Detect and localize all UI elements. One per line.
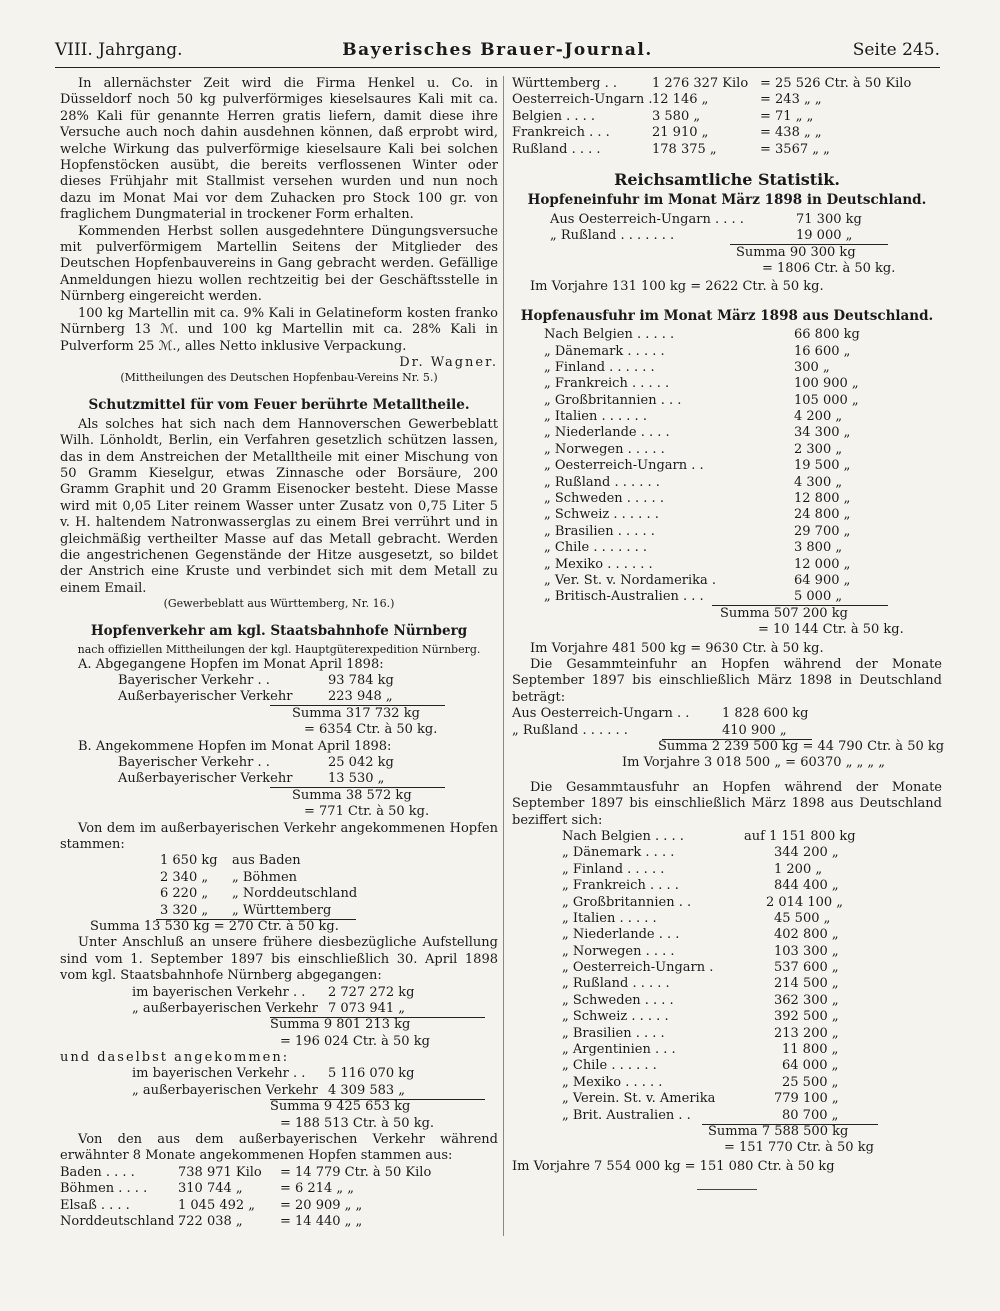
sum-value: Summa 9 425 653 kg	[270, 1099, 411, 1115]
row-value: 402 800 „	[774, 927, 839, 943]
row-ctr: = 3567 „ „	[760, 141, 830, 157]
ctr-row	[512, 1140, 942, 1156]
sum-value: Summa 2 239 500 kg = 44 790 Ctr. à 50 kg	[658, 738, 945, 754]
row-value: 362 300 „	[774, 992, 839, 1008]
table-row	[60, 886, 498, 902]
table-row	[512, 540, 942, 556]
table-row	[60, 771, 498, 787]
row-ctr: = 14 440 „ „	[280, 1214, 363, 1230]
table-import	[512, 212, 942, 278]
row-label: „ Rußland . . . . . .	[544, 474, 660, 490]
table-b	[60, 755, 498, 821]
sum-row	[60, 706, 498, 722]
page-number: Seite 245.	[852, 40, 940, 60]
table-row	[512, 442, 942, 458]
table-row	[60, 689, 498, 705]
table-total-export	[512, 829, 942, 1157]
row-label: Norddeutschland .	[60, 1214, 183, 1230]
row-label: Aus Oesterreich-Ungarn . .	[512, 706, 690, 722]
table-row	[512, 1075, 942, 1091]
sum-row	[512, 1124, 942, 1140]
table-row	[512, 960, 942, 976]
author-signature: Dr. Wagner.	[399, 354, 498, 370]
table-row	[512, 706, 942, 722]
row-value: 2 300 „	[794, 441, 843, 457]
row-label: „ Dänemark . . . .	[562, 845, 675, 861]
table-row	[512, 212, 942, 228]
table-row	[512, 507, 942, 523]
table-row	[512, 228, 942, 244]
table-row	[512, 829, 942, 845]
ctr-row	[60, 1034, 498, 1050]
and-arrived-text: und daselbst angekommen:	[60, 1050, 290, 1066]
table-row	[512, 944, 942, 960]
import-title: Hopfeneinfuhr im Monat März 1898 in Deutschland.	[527, 192, 927, 209]
row-label: „ Verein. St. v. Amerika	[562, 1091, 716, 1107]
row-value: 93 784 kg	[328, 673, 394, 688]
row-label: „ Chile . . . . . . .	[544, 540, 648, 556]
table-row	[512, 878, 942, 894]
row-value: 300 „	[794, 359, 830, 375]
row-label: „ Norwegen . . . . .	[544, 441, 665, 457]
previous-row	[512, 755, 942, 771]
source-note: (Gewerbeblatt aus Württemberg, Nr. 16.)	[163, 597, 395, 611]
row-label: Bayerischer Verkehr . .	[118, 754, 270, 770]
table-season-in	[60, 1066, 498, 1132]
row-label: Böhmen . . . .	[60, 1181, 148, 1197]
table-a	[60, 673, 498, 739]
page-header	[55, 42, 940, 68]
paragraph-total-import: Die Gesammteinfuhr an Hopfen während der Monate September 1897 bis einschließlich März 1898 in Deutschland beträgt:	[512, 656, 942, 705]
row-value: 779 100 „	[774, 1091, 839, 1107]
row-label: Nach Belgien . . . .	[562, 828, 684, 844]
row-value: 25 500 „	[782, 1074, 839, 1090]
row-label: „ Großbritannien . . .	[544, 392, 682, 408]
sum-value: Summa 38 572 kg	[292, 787, 412, 803]
row-label: „ Niederlande . . .	[562, 927, 680, 943]
table-row	[512, 573, 942, 589]
table-row	[512, 76, 942, 92]
row-value: 71 300 kg	[796, 211, 862, 227]
row-label: „ Ver. St. v. Nordamerika .	[544, 573, 717, 588]
ctr-row	[60, 722, 498, 738]
row-label: „ Württemberg	[232, 902, 332, 918]
table-origin	[60, 853, 498, 935]
section-subtitle: nach offiziellen Mittheilungen der kgl. Hauptgüterexpedition Nürnberg.	[77, 642, 481, 656]
row-label: Aus Oesterreich-Ungarn . . . .	[550, 211, 744, 227]
row-label: „ Böhmen	[232, 869, 298, 885]
row-label: Württemberg . .	[512, 76, 617, 91]
row-label: im bayerischen Verkehr . .	[132, 1066, 306, 1082]
row-label: „ Frankreich . . . .	[562, 878, 679, 894]
row-value: 45 500 „	[774, 910, 831, 926]
row-label: Frankreich . . .	[512, 125, 610, 141]
row-value: 12 000 „	[794, 556, 851, 572]
table-row	[512, 376, 942, 392]
section-title-statistik: Reichsamtliche Statistik.	[614, 169, 840, 189]
table-row	[512, 1009, 942, 1025]
ctr-value: = 188 513 Ctr. à 50 kg.	[280, 1115, 435, 1131]
row-value: 13 530 „	[328, 771, 385, 787]
table-row	[512, 360, 942, 376]
sum-row	[60, 788, 498, 804]
paragraph-total-export: Die Gesammtausfuhr an Hopfen während der Monate September 1897 bis einschließlich März 1898 aus Deutschland beziffert sich:	[512, 779, 942, 828]
row-label: Nach Belgien . . . . .	[544, 327, 675, 343]
row-value: 1 650 kg	[160, 853, 218, 869]
row-label: im bayerischen Verkehr . .	[132, 984, 306, 1000]
table-row	[512, 993, 942, 1009]
row-label: „ Brit. Australien . .	[562, 1107, 691, 1123]
ctr-value: = 196 024 Ctr. à 50 kg	[280, 1033, 430, 1049]
sum-row	[512, 606, 942, 622]
table-row	[512, 1042, 942, 1058]
table-row	[512, 1091, 942, 1107]
row-label: „ Schweiz . . . . . .	[544, 507, 659, 523]
row-label: „ Italien . . . . .	[562, 910, 657, 926]
table-row	[512, 1058, 942, 1074]
source-note: (Mittheilungen des Deutschen Hopfenbau-Vereins Nr. 5.)	[120, 371, 438, 385]
row-value: 392 500 „	[774, 1009, 839, 1025]
sum-value: Summa 90 300 kg	[736, 244, 856, 260]
ctr-row	[60, 804, 498, 820]
row-label: „ Mexiko . . . . . .	[544, 556, 653, 572]
table-row	[512, 327, 942, 343]
subsection-a: A. Abgegangene Hopfen im Monat April 1898:	[78, 656, 384, 672]
row-value: 19 500 „	[794, 458, 851, 474]
row-value: 64 900 „	[794, 573, 851, 588]
row-kilo: 738 971 Kilo	[178, 1164, 262, 1180]
row-label: „ Italien . . . . . .	[544, 409, 647, 425]
sum-row	[60, 919, 498, 935]
row-value: 5 116 070 kg	[328, 1066, 415, 1082]
table-row	[512, 409, 942, 425]
row-value: 100 900 „	[794, 376, 859, 392]
row-value: 1 200 „	[774, 861, 823, 877]
table-export	[512, 327, 942, 638]
row-value: 844 400 „	[774, 878, 839, 894]
row-value: 4 309 583 „	[328, 1082, 406, 1098]
table-total-import	[512, 706, 945, 772]
row-value: 4 300 „	[794, 474, 843, 490]
table-row	[512, 1108, 942, 1124]
row-label: „ Norddeutschland	[232, 886, 358, 902]
table-row	[60, 870, 498, 886]
table-row	[512, 927, 942, 943]
table-row	[512, 142, 942, 158]
end-rule	[697, 1189, 757, 1190]
table-row	[512, 895, 942, 911]
table-row	[60, 755, 498, 771]
sum-value: Summa 9 801 213 kg	[270, 1017, 411, 1033]
row-label: „ Rußland . . . . .	[562, 976, 670, 992]
table-row	[60, 853, 498, 869]
sum-value: Summa 317 732 kg	[292, 705, 420, 721]
row-label: „ Britisch-Australien . . .	[544, 589, 704, 605]
row-value: 34 300 „	[794, 425, 851, 441]
table-row	[512, 125, 942, 141]
table-row	[512, 458, 942, 474]
table-row	[512, 109, 942, 125]
row-label: „ Finland . . . . .	[562, 861, 665, 877]
row-kilo: 12 146 „	[652, 92, 709, 108]
paragraph-origin: Von dem im außerbayerischen Verkehr angekommenen Hopfen stammen:	[60, 820, 498, 852]
row-value: 4 200 „	[794, 409, 843, 425]
table-row	[512, 344, 942, 360]
table-row	[60, 1165, 498, 1181]
table-row	[512, 425, 942, 441]
paragraph-schutzmittel: Als solches hat sich nach dem Hannoverschen Gewerbeblatt Wilh. Lönholdt, Berlin, ein Verfahren gesetzlich schützen lassen, das in dem Anstreichen der Metalltheile mit einer Mischung von 50 Gramm Kieselgur, etwas Zinnasche oder Borsäure, 200 Gramm Graphit und 20 Gramm Eisenocker besteht. Diese Masse wird mit 0,05 Liter reinem Wasser unter Zusatz von 0,75 Liter 5 v. H. haltendem Natronwasserglas zu einem Brei verrührt und in gleichmäßig vertheilter Masse auf das Metall gebracht. Werden die angestrichenen Gegenstände der Hitze ausgesetzt, so bildet der Anstrich eine Kruste und verbindet sich mit dem Metall zu einem Email.	[60, 416, 498, 596]
row-label: Belgien . . . .	[512, 108, 596, 124]
row-kilo: 3 580 „	[652, 108, 701, 124]
row-value: 11 800 „	[782, 1042, 839, 1058]
table-row	[512, 723, 942, 739]
table-row	[512, 862, 942, 878]
row-value: 19 000 „	[796, 228, 853, 244]
row-label: „ Dänemark . . . . .	[544, 343, 665, 359]
table-row	[512, 911, 942, 927]
table-row	[60, 1181, 498, 1197]
row-label: „ außerbayerischen Verkehr	[132, 1000, 318, 1016]
ctr-value: = 771 Ctr. à 50 kg.	[304, 804, 430, 820]
table-row	[512, 589, 942, 605]
row-label: „ Norwegen . . . .	[562, 943, 675, 959]
paragraph-8-months: Von den aus dem außerbayerischen Verkehr während erwähnter 8 Monate angekommenen Hopfen stammen aus:	[60, 1132, 498, 1164]
table-row	[60, 985, 498, 1001]
row-label: „ Schweiz . . . . .	[562, 1009, 669, 1025]
section-title-hopfenverkehr: Hopfenverkehr am kgl. Staatsbahnhofe Nürnberg	[90, 623, 468, 640]
ctr-value: = 6354 Ctr. à 50 kg.	[304, 722, 438, 738]
sum-value: Summa 7 588 500 kg	[708, 1124, 849, 1139]
paragraph-henkel: In allernächster Zeit wird die Firma Henkel u. Co. in Düsseldorf noch 50 kg pulverförmiges kieselsaures Kali mit ca. 28% Kali für genannte Herren gratis liefern, damit diese ihre Versuche auch noch dahin ausdehnen können, daß erprobt wird, welche Wirkung das pulverförmige kieselsaure Kali bei solchen Hopfenstöcken ausübt, die bereits verflossenen Winter oder dieses Frühjahr mit Stallmist versehen wurden und nun noch dazu im Monat Mai vor dem Zuhacken pro Stock 100 gr. von fraglichem Dungmaterial in trockener Form erhalten.	[60, 76, 498, 223]
row-value: 537 600 „	[774, 960, 839, 976]
sum-value: Summa 507 200 kg	[720, 605, 848, 621]
row-label: „ Brasilien . . . .	[562, 1025, 665, 1041]
row-value: 24 800 „	[794, 507, 851, 523]
row-ctr: = 243 „ „	[760, 92, 822, 108]
ctr-row	[512, 261, 942, 277]
table-row	[512, 475, 942, 491]
section-title-schutzmittel: Schutzmittel für vom Feuer berührte Metalltheile.	[88, 397, 470, 414]
table-8-months-cont	[512, 76, 942, 158]
table-row	[60, 1083, 498, 1099]
row-label: aus Baden	[232, 853, 301, 869]
row-value: 7 073 941 „	[328, 1000, 406, 1016]
table-row	[512, 976, 942, 992]
row-label: „ Rußland . . . . . .	[512, 722, 628, 738]
row-label: „ Brasilien . . . . .	[544, 523, 655, 539]
table-row	[512, 845, 942, 861]
row-value: 2 727 272 kg	[328, 984, 415, 1000]
row-ctr: = 14 779 Ctr. à 50 Kilo	[280, 1164, 432, 1180]
column-divider	[503, 76, 504, 1236]
row-label: Bayerischer Verkehr . .	[118, 673, 270, 688]
table-row	[512, 491, 942, 507]
row-kilo: 178 375 „	[652, 141, 717, 157]
row-label: „ Chile . . . . . .	[562, 1058, 657, 1074]
row-value: 213 200 „	[774, 1025, 839, 1041]
row-kilo: 1 045 492 „	[178, 1197, 256, 1213]
subsection-b: B. Angekommene Hopfen im Monat April 1898:	[78, 738, 392, 754]
table-row	[60, 903, 498, 919]
row-label: Oesterreich-Ungarn .	[512, 92, 653, 108]
row-value: 80 700 „	[782, 1107, 839, 1123]
table-row	[512, 1026, 942, 1042]
row-label: Rußland . . . .	[512, 141, 601, 157]
sum-row	[60, 1017, 498, 1033]
right-column	[512, 76, 945, 1301]
row-ctr: = 6 214 „ „	[280, 1181, 354, 1197]
ctr-value: = 10 144 Ctr. à 50 kg.	[758, 622, 904, 638]
row-kilo: 21 910 „	[652, 125, 709, 141]
previous-year-value: Im Vorjahre 3 018 500 „ = 60370 „ „ „ „	[622, 755, 886, 771]
row-value: 66 800 kg	[794, 327, 860, 343]
row-value: 64 000 „	[782, 1058, 839, 1074]
row-label: „ Oesterreich-Ungarn .	[562, 960, 714, 976]
row-value: 410 900 „	[722, 722, 787, 738]
row-label: „ Finland . . . . . .	[544, 359, 655, 375]
row-value: 105 000 „	[794, 392, 859, 408]
sum-row	[512, 245, 942, 261]
row-ctr: = 20 909 „ „	[280, 1197, 363, 1213]
ctr-row	[512, 622, 942, 638]
left-column	[60, 76, 498, 1301]
table-row	[512, 393, 942, 409]
paragraph-martellin: Kommenden Herbst sollen ausgedehntere Düngungsversuche mit pulverförmigem Martellin Seitens der Mitglieder des Deutschen Hopfenbauvereins in Gang gebracht werden. Gefällige Anmeldungen hiezu wollen rechtzeitig bei der Geschäftsstelle in Nürnberg eingereicht werden.	[60, 223, 498, 305]
volume-label: VIII. Jahrgang.	[55, 40, 183, 60]
row-ctr: = 25 526 Ctr. à 50 Kilo	[760, 76, 912, 91]
row-value: 25 042 kg	[328, 754, 394, 770]
table-row	[60, 1198, 498, 1214]
total-export-previous-year: Im Vorjahre 7 554 000 kg = 151 080 Ctr. à 50 kg	[512, 1158, 835, 1174]
row-value: 6 220 „	[160, 886, 209, 902]
ctr-value: = 1806 Ctr. à 50 kg.	[762, 260, 896, 276]
ctr-row	[60, 1116, 498, 1132]
row-label: „ Mexiko . . . . .	[562, 1074, 663, 1090]
sum-row	[60, 1099, 498, 1115]
row-label: „ Niederlande . . . .	[544, 425, 670, 441]
export-previous-year: Im Vorjahre 481 500 kg = 9630 Ctr. à 50 kg.	[530, 640, 824, 656]
ctr-value: = 151 770 Ctr. à 50 kg	[724, 1140, 874, 1156]
row-value: 2 014 100 „	[766, 894, 844, 910]
row-value: 16 600 „	[794, 343, 851, 359]
table-row	[512, 524, 942, 540]
row-label: „ Schweden . . . .	[562, 992, 674, 1008]
row-label: „ Oesterreich-Ungarn . .	[544, 458, 704, 474]
row-label: Baden . . . .	[60, 1164, 135, 1180]
row-value: 29 700 „	[794, 523, 851, 539]
row-label: „ Argentinien . . .	[562, 1042, 676, 1058]
row-label: Außerbayerischer Verkehr	[118, 771, 293, 787]
table-row	[60, 1214, 498, 1230]
row-label: „ Rußland . . . . . . .	[550, 228, 675, 244]
table-row	[60, 673, 498, 689]
row-label: „ Frankreich . . . . .	[544, 376, 670, 392]
row-value: 5 000 „	[794, 589, 843, 605]
table-row	[60, 1066, 498, 1082]
table-row	[512, 557, 942, 573]
export-title: Hopfenausfuhr im Monat März 1898 aus Deutschland.	[520, 307, 934, 324]
import-previous-year: Im Vorjahre 131 100 kg = 2622 Ctr. à 50 kg.	[530, 279, 824, 295]
journal-title: Bayerisches Brauer-Journal.	[342, 40, 653, 60]
row-label: „ außerbayerischen Verkehr	[132, 1082, 318, 1098]
row-value: 3 320 „	[160, 902, 209, 918]
row-value: 3 800 „	[794, 540, 843, 556]
paragraph-season: Unter Anschluß an unsere frühere diesbezügliche Aufstellung sind vom 1. September 1897 bis einschließlich 30. April 1898 vom kgl. Staatsbahnhofe Nürnberg abgegangen:	[60, 935, 498, 984]
row-ctr: = 71 „ „	[760, 108, 814, 124]
row-kilo: 722 038 „	[178, 1214, 243, 1230]
row-label: „ Schweden . . . . .	[544, 491, 664, 507]
row-label: Außerbayerischer Verkehr	[118, 689, 293, 705]
row-value: 1 828 600 kg	[722, 706, 809, 722]
row-kilo: 1 276 327 Kilo	[652, 76, 749, 91]
row-value: 344 200 „	[774, 845, 839, 861]
row-kilo: 310 744 „	[178, 1181, 243, 1197]
row-value: 12 800 „	[794, 491, 851, 507]
table-8-months	[60, 1165, 498, 1231]
sum-row	[512, 738, 945, 755]
row-label: „ Großbritannien . .	[562, 894, 692, 910]
paragraph-prices: 100 kg Martellin mit ca. 9% Kali in Gelatineform kosten franko Nürnberg 13 ℳ. und 100 kg Martellin mit ca. 28% Kali in Pulverform 25 ℳ., alles Netto inklusive Verpackung.	[60, 305, 498, 354]
sum-value: Summa 13 530 kg = 270 Ctr. à 50 kg.	[90, 918, 339, 934]
row-ctr: = 438 „ „	[760, 125, 822, 141]
table-row	[512, 92, 942, 108]
row-value: 214 500 „	[774, 976, 839, 992]
table-row	[60, 1001, 498, 1017]
row-value: 223 948 „	[328, 689, 393, 705]
row-value: 2 340 „	[160, 869, 209, 885]
table-season-out	[60, 985, 498, 1051]
row-value: 103 300 „	[774, 943, 839, 959]
row-label: Elsaß . . . .	[60, 1197, 130, 1213]
row-value: auf 1 151 800 kg	[744, 828, 856, 844]
